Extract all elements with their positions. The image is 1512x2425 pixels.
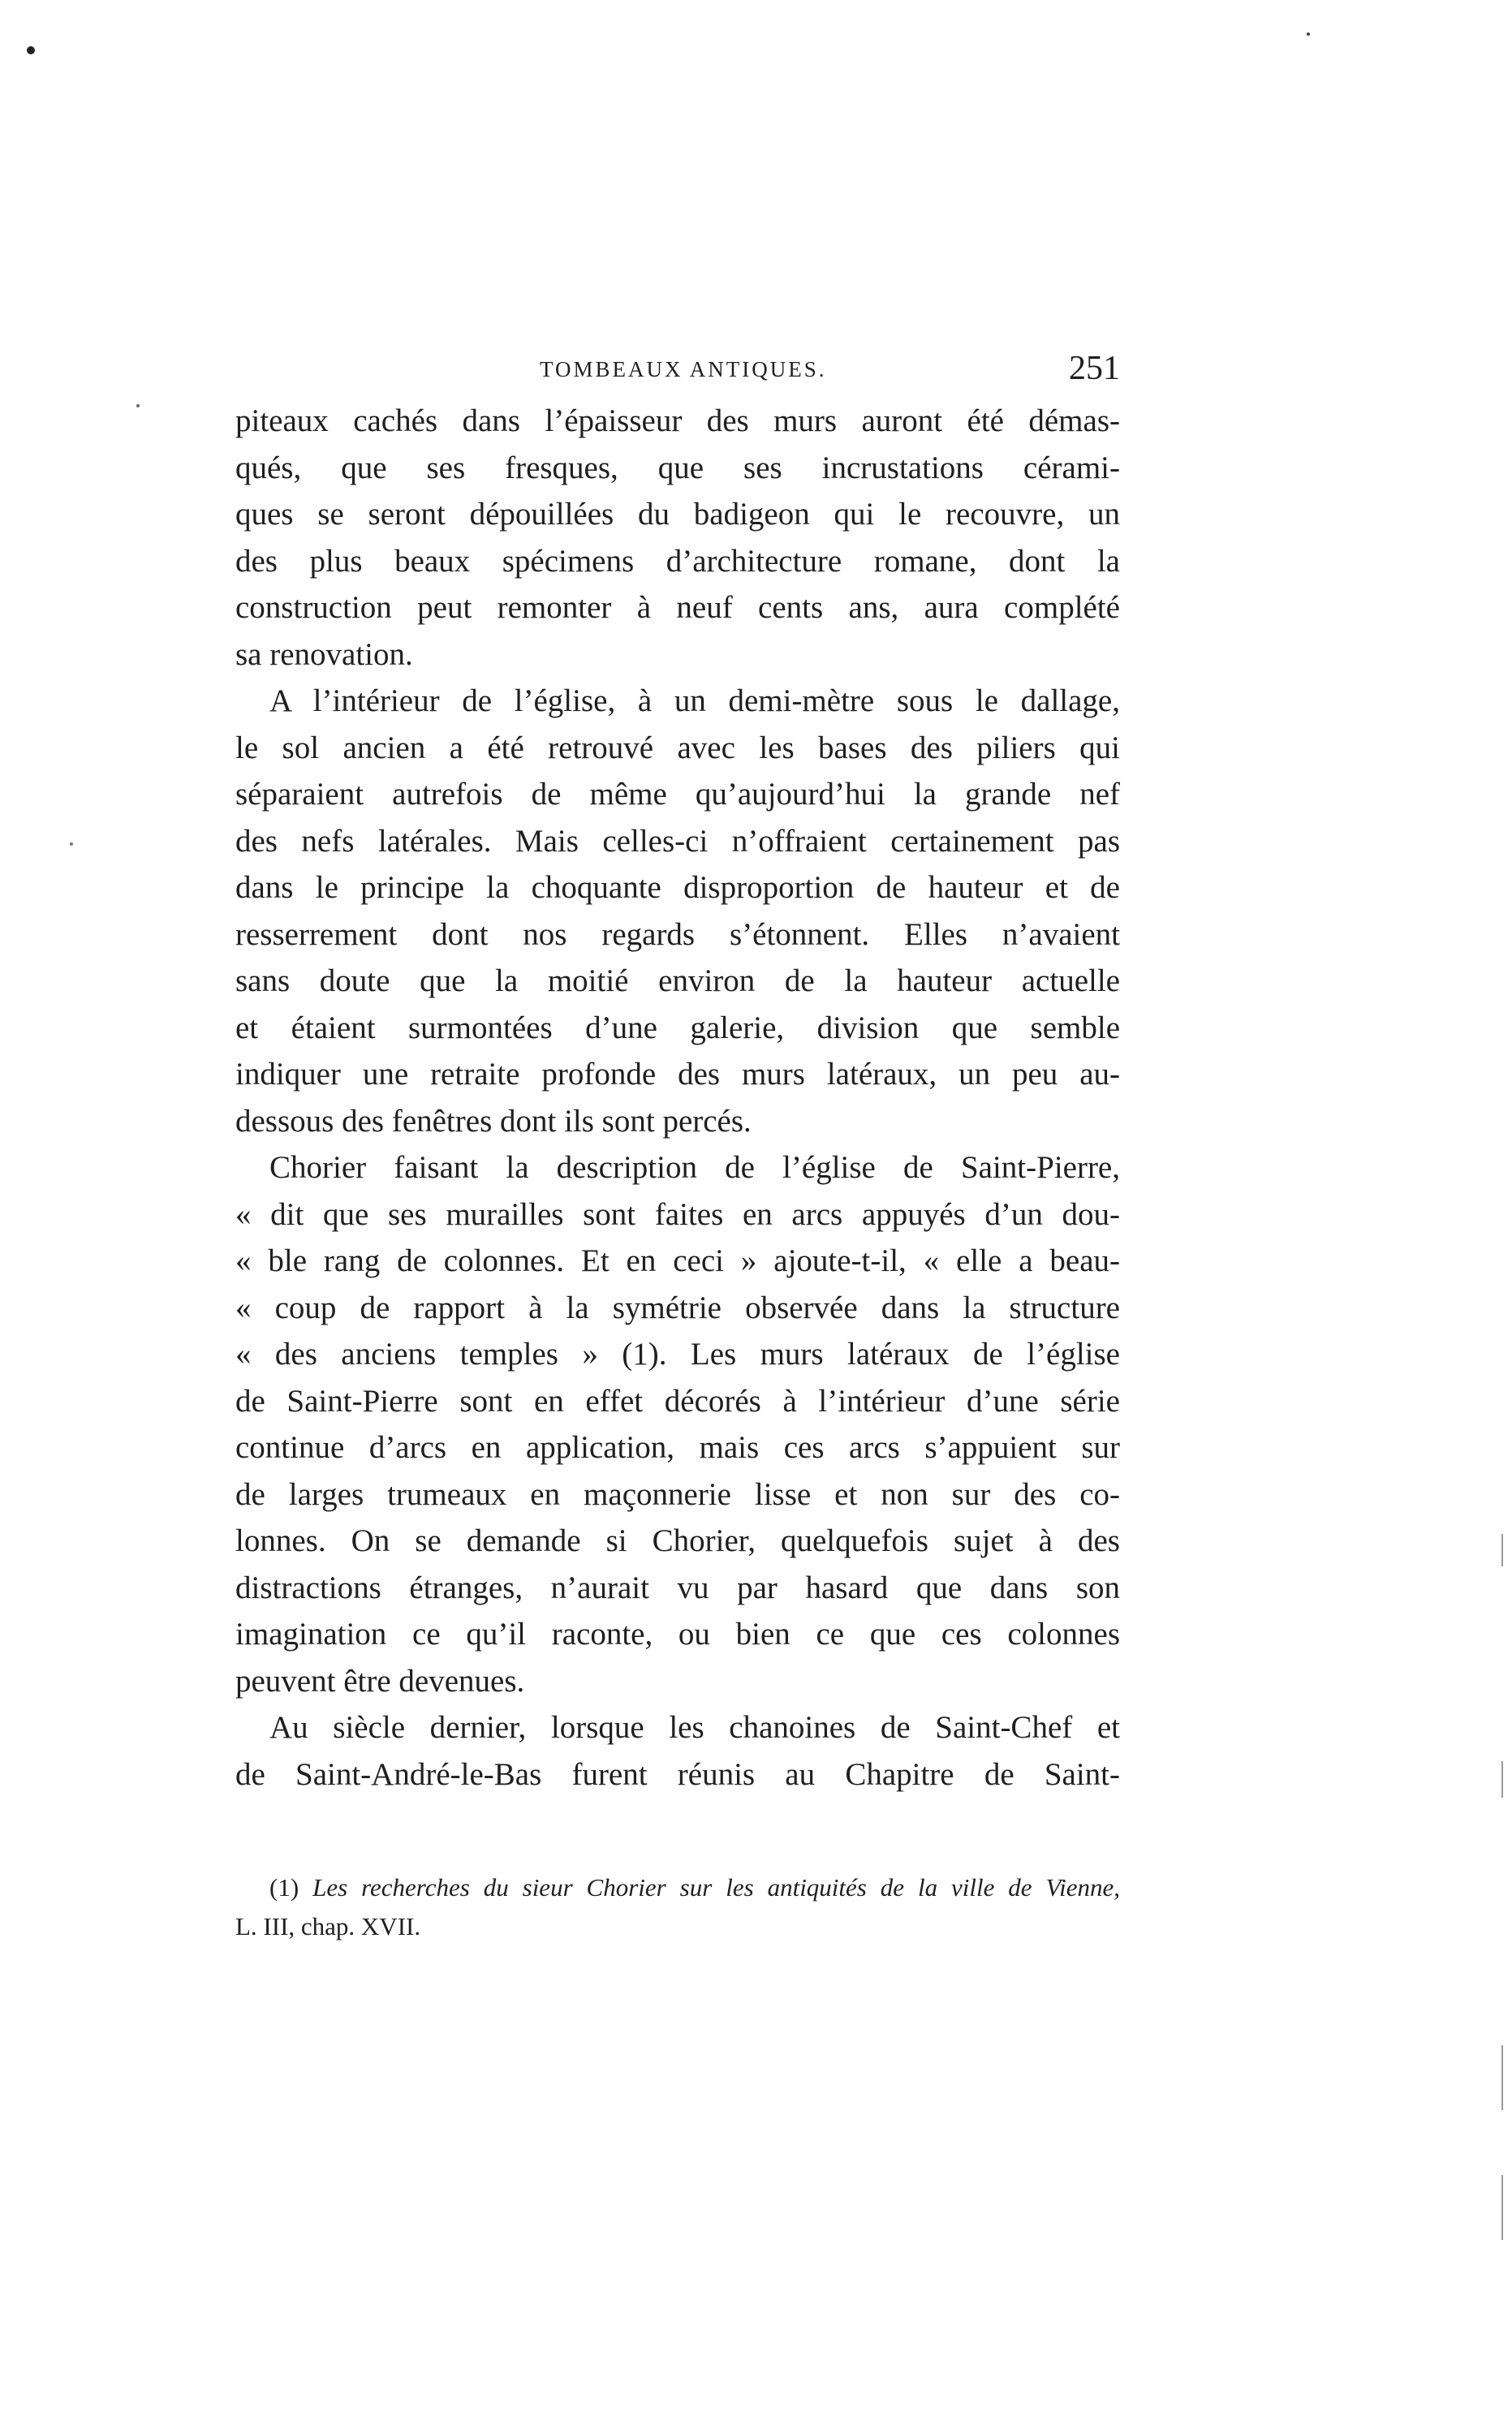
text-line: sans doute que la moitié environ de la hauteur actuelle <box>235 963 1120 998</box>
footnote-line: L. III, chap. XVII. <box>235 1912 421 1940</box>
ink-speck <box>136 404 140 407</box>
text-line: imagination ce qu’il raconte, ou bien ce que ces colonnes <box>235 1617 1120 1652</box>
text-line: ques se seront dépouillées du badigeon qui le recouvre, un <box>235 497 1120 532</box>
ink-speck <box>27 46 35 54</box>
text-line: A l’intérieur de l’église, à un demi-mètre sous le dallage, <box>269 683 1120 718</box>
text-line: sa renovation. <box>235 636 413 672</box>
text-line: Chorier faisant la description de l’église de Saint-Pierre, <box>269 1150 1120 1185</box>
text-line: des nefs latérales. Mais celles-ci n’offraient certainement pas <box>235 823 1120 859</box>
ink-speck <box>1307 32 1310 36</box>
text-line: « des anciens temples » (1). Les murs latéraux de l’église <box>235 1337 1120 1372</box>
ink-speck <box>70 842 73 846</box>
text-line: qués, que ses fresques, que ses incrustations cérami- <box>235 450 1120 485</box>
text-line: resserrement dont nos regards s’étonnent. Elles n’avaient <box>235 916 1120 952</box>
text-line: le sol ancien a été retrouvé avec les bases des piliers qui <box>235 730 1120 765</box>
text-line: séparaient autrefois de même qu’aujourd’hui la grande nef <box>235 777 1120 812</box>
text-line: Au siècle dernier, lorsque les chanoines de Saint-Chef et <box>269 1710 1120 1745</box>
text-line: des plus beaux spécimens d’architecture romane, dont la <box>235 543 1120 579</box>
text-line: construction peut remonter à neuf cents ans, aura complété <box>235 590 1120 625</box>
text-line: et étaient surmontées d’une galerie, division que semble <box>235 1010 1120 1045</box>
text-line: « dit que ses murailles sont faites en arcs appuyés d’un dou- <box>235 1196 1120 1232</box>
footnote-marker: (1) <box>269 1873 299 1902</box>
text-line: « coup de rapport à la symétrie observée dans la structure <box>235 1290 1120 1325</box>
text-line: indiquer une retraite profonde des murs latéraux, un peu au- <box>235 1057 1120 1092</box>
text-line: de Saint-André-le-Bas furent réunis au Chapitre de Saint- <box>235 1756 1120 1792</box>
text-line: dans le principe la choquante disproportion de hauteur et de <box>235 870 1120 905</box>
text-line: continue d’arcs en application, mais ces arcs s’appuient sur <box>235 1430 1120 1465</box>
text-line: de larges trumeaux en maçonnerie lisse et non sur des co- <box>235 1476 1120 1512</box>
text-line: lonnes. On se demande si Chorier, quelquefois sujet à des <box>235 1523 1120 1558</box>
text-line: dessous des fenêtres dont ils sont percés. <box>235 1103 752 1139</box>
text-line: peuvent être devenues. <box>235 1663 525 1699</box>
page-number: 251 <box>1069 350 1120 387</box>
text-line: de Saint-Pierre sont en effet décorés à l’intérieur d’une série <box>235 1383 1120 1419</box>
running-title: TOMBEAUX ANTIQUES. <box>540 357 827 381</box>
text-line: distractions étranges, n’aurait vu par hasard que dans son <box>235 1570 1120 1605</box>
text-line: piteaux cachés dans l’épaisseur des murs auront été démas- <box>235 403 1120 438</box>
text-line: « ble rang de colonnes. Et en ceci » ajoute-t-il, « elle a beau- <box>235 1243 1120 1278</box>
footnote-title: Les recherches du sieur Chorier sur les antiquités de la ville de Vienne, <box>312 1873 1120 1902</box>
